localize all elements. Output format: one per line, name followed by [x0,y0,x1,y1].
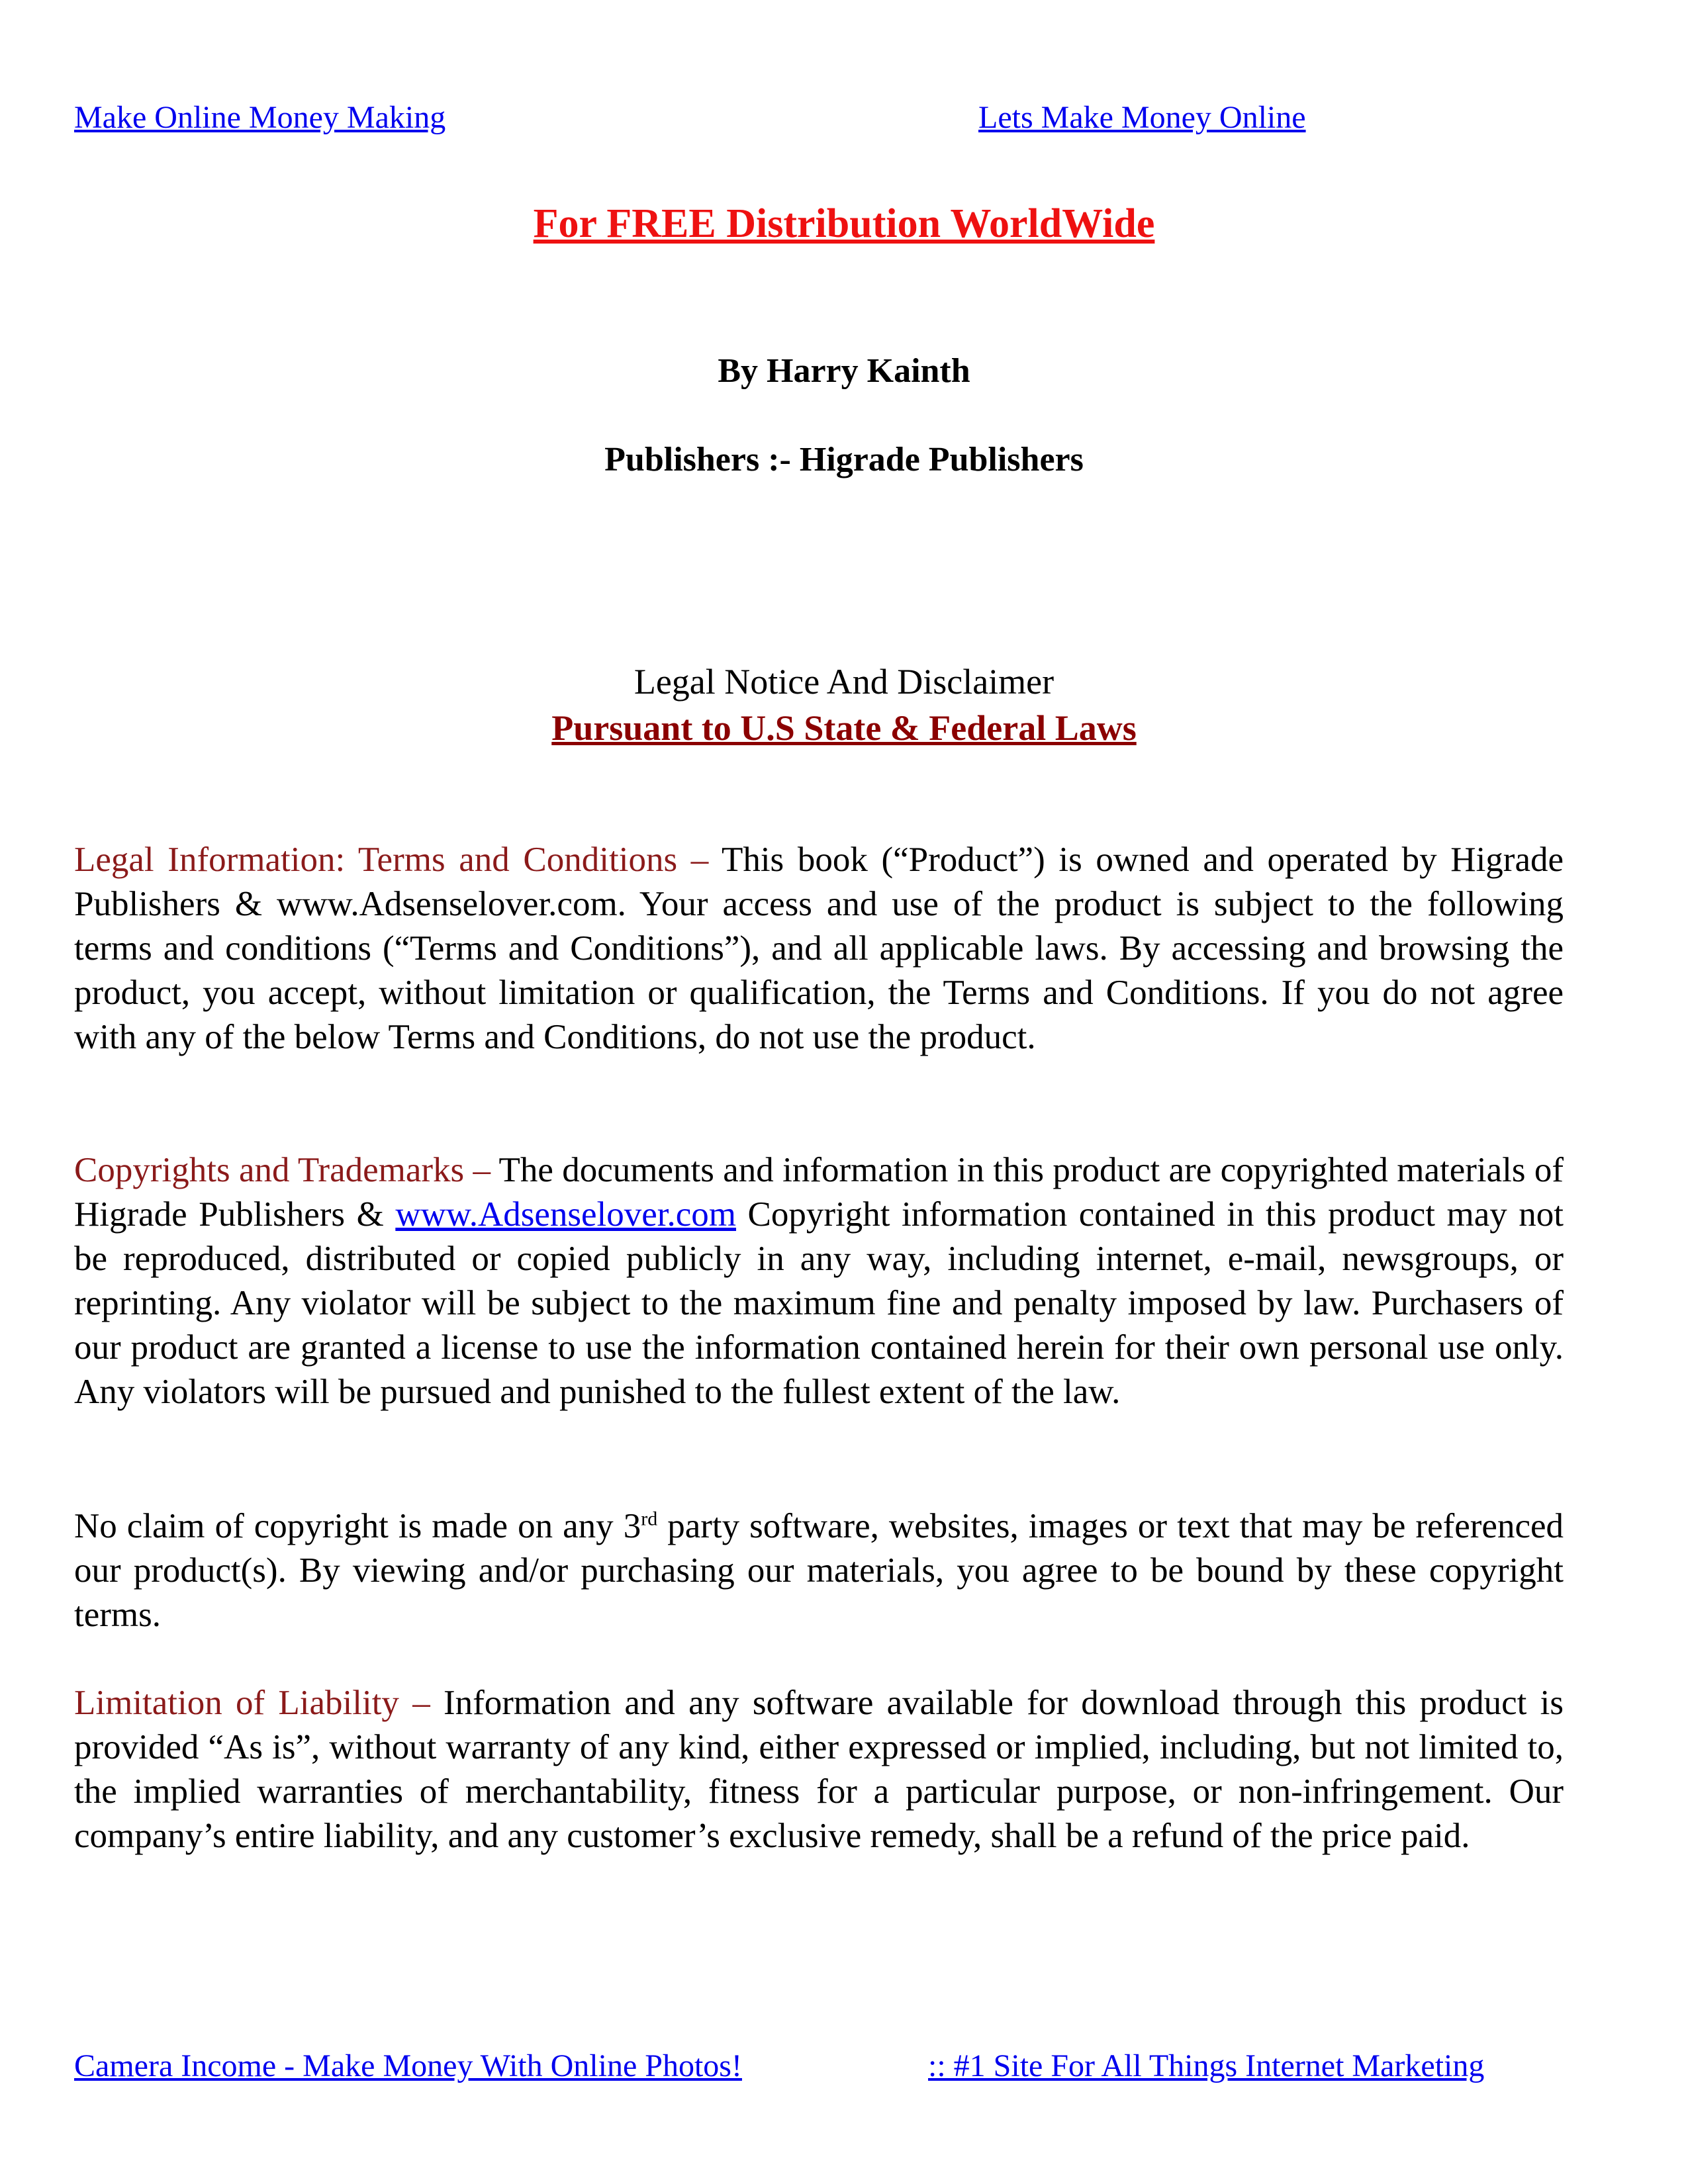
footer-link-internet-marketing[interactable]: :: #1 Site For All Things Internet Marketing [928,2048,1485,2083]
publisher-line: Publishers :- Higrade Publishers [604,441,1084,478]
copyrights-heading: Copyrights and Trademarks – [74,1151,491,1189]
liability-paragraph [74,1681,1564,1858]
adsenselover-link[interactable]: www.Adsenselover.com [395,1195,737,1234]
third-party-paragraph [74,1504,1564,1637]
third-party-superscript: rd [641,1508,658,1530]
copyrights-paragraph [74,1148,1564,1414]
terms-paragraph [74,838,1564,1060]
legal-notice-heading: Legal Notice And Disclaimer [633,662,1055,702]
distribution-title [0,200,1688,248]
third-party-text-before: No claim of copyright is made on any 3 [74,1507,641,1545]
terms-text: This book (“Product”) is owned and operated by Higrade Publishers & www.Adsenselover.com. Your access and use of the product is subject to the following terms and conditions (“Terms and Conditions”), and all applicable laws. By accessing and browsing the product, you accept, without limitation or qualification, the Terms and Conditions. If you do not agree with any of the below Terms and Conditions, do not use the product. [74,841,1564,1056]
header-link-lets-make-money-online[interactable]: Lets Make Money Online [978,100,1306,135]
author-line: By Harry Kainth [718,352,970,390]
distribution-title-text: For FREE Distribution WorldWide [533,201,1155,246]
copyrights-text-after: Copyright information contained in this product may not be reproduced, distributed or copied publicly in any way, including internet, e-mail, newsgroups, or reprinting. Any violator will be subject to the maximum fine and penalty imposed by law. Purchasers of our product are granted a license to use the information contained herein for their own personal use only. Any violators will be pursued and punished to the fullest extent of the law. [74,1195,1564,1411]
third-party-text-after: party software, websites, images or text that may be referenced our product(s). By viewing and/or purchasing our materials, you agree to be bound by these copyright terms. [74,1507,1564,1634]
footer-link-camera-income[interactable]: Camera Income - Make Money With Online Photos! [74,2048,742,2083]
legal-notice-subheading-text: Pursuant to U.S State & Federal Laws [551,708,1137,748]
liability-text: Information and any software available for download through this product is provided “As is”, without warranty of any kind, either expressed or implied, including, but not limited to, the implied warranties of merchantability, fitness for a particular purpose, or non-infringement. Our company’s entire liability, and any customer’s exclusive remedy, shall be a refund of the price paid. [74,1684,1564,1855]
terms-heading: Legal Information: Terms and Conditions – [74,841,709,879]
liability-heading: Limitation of Liability – [74,1684,430,1722]
header-link-make-online-money-making[interactable]: Make Online Money Making [74,100,446,135]
legal-notice-subheading [0,707,1688,749]
copyrights-text-before: The documents and information in this product are copyrighted materials of Higrade Publishers & [74,1151,1564,1234]
